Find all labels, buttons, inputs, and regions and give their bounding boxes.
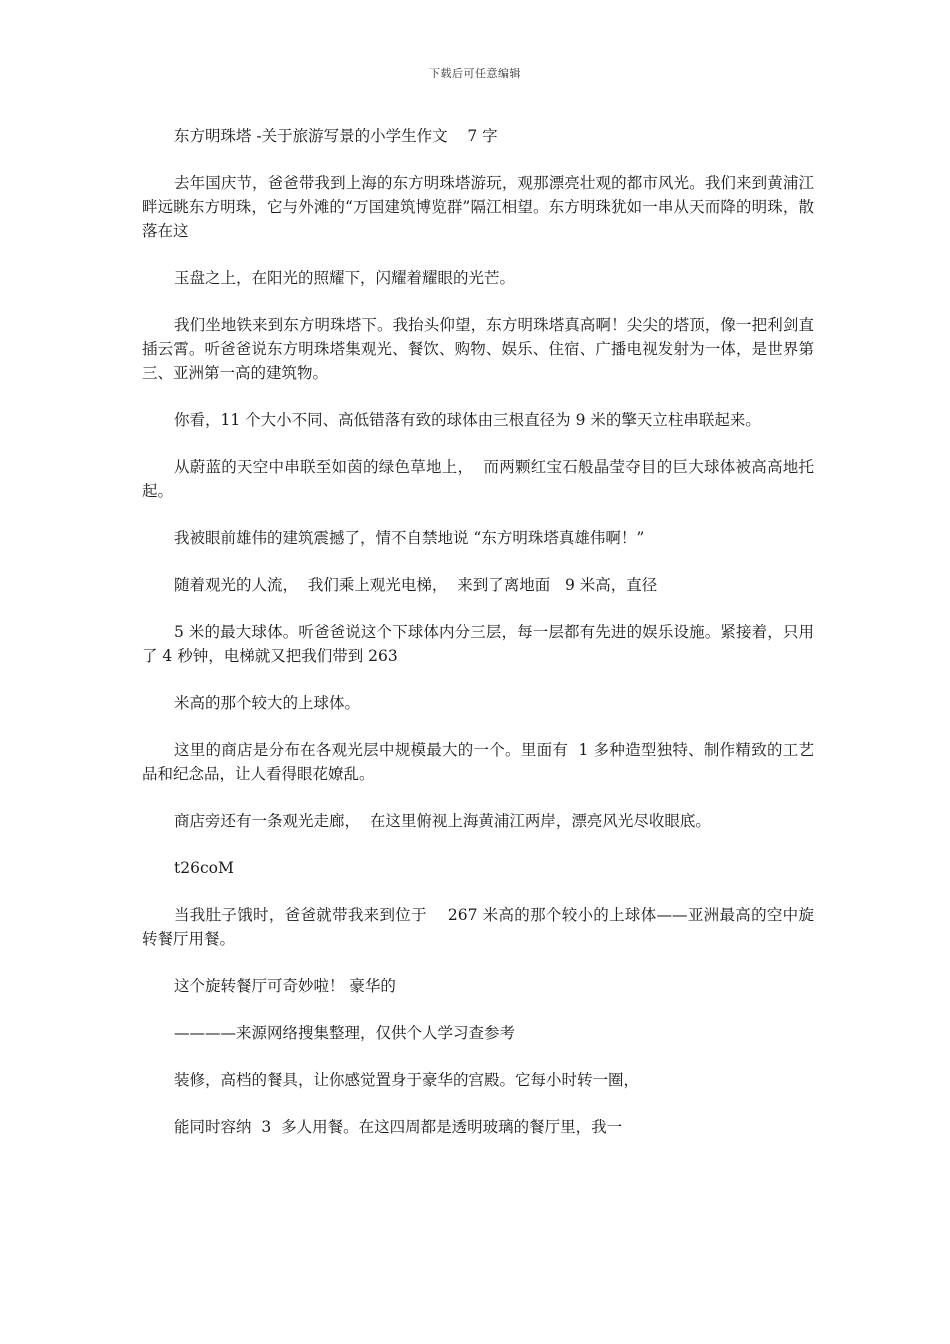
paragraph: 从蔚蓝的天空中串联至如茵的绿色草地上， 而两颗红宝石般晶莹夺目的巨大球体被高高地托起。 [142, 458, 814, 500]
paragraph: t26coM [174, 859, 234, 877]
paragraph: 商店旁还有一条观光走廊， 在这里俯视上海黄浦江两岸，漂亮风光尽收眼底。 [174, 812, 711, 830]
paragraph: 你看，11 个大小不同、高低错落有致的球体由三根直径为 9 米的擎天立柱串联起来。 [174, 411, 761, 429]
document-body [142, 124, 814, 1162]
paragraph: 这个旋转餐厅可奇妙啦！ 豪华的 [174, 977, 396, 995]
paragraph: 随着观光的人流， 我们乘上观光电梯， 来到了离地面 9 米高，直径 [174, 576, 658, 594]
source-note: ————来源网络搜集整理，仅供个人学习查参考 [174, 1024, 516, 1042]
document-title: 东方明珠塔 -关于旅游写景的小学生作文 7 字 [174, 127, 498, 145]
paragraph: 当我肚子饿时，爸爸就带我来到位于 267 米高的那个较小的上球体——亚洲最高的空中旋转餐厅用餐。 [142, 906, 814, 948]
paragraph: 能同时容纳 3 多人用餐。在这四周都是透明玻璃的餐厅里，我一 [174, 1118, 623, 1136]
paragraph: 玉盘之上，在阳光的照耀下，闪耀着耀眼的光芒。 [174, 269, 516, 287]
paragraph: 5 米的最大球体。听爸爸说这个下球体内分三层，每一层都有先进的娱乐设施。紧接着，只用了 4 秒钟，电梯就又把我们带到 263 [142, 623, 814, 665]
paragraph: 装修，高档的餐具，让你感觉置身于豪华的宫殿。它每小时转一圈， [174, 1071, 640, 1089]
paragraph: 去年国庆节，爸爸带我到上海的东方明珠塔游玩，观那漂亮壮观的都市风光。我们来到黄浦江畔远眺东方明珠，它与外滩的“万国建筑博览群”隔江相望。东方明珠犹如一串从天而降的明珠，散落在这 [142, 174, 814, 240]
paragraph: 我们坐地铁来到东方明珠塔下。我抬头仰望，东方明珠塔真高啊！尖尖的塔顶，像一把利剑直插云霄。听爸爸说东方明珠塔集观光、餐饮、购物、娱乐、住宿、广播电视发射为一体，是世界第三、亚洲第一高的建筑物。 [142, 316, 814, 382]
paragraph: 这里的商店是分布在各观光层中规模最大的一个。里面有 1 多种造型独特、制作精致的工艺品和纪念品，让人看得眼花嫽乱。 [142, 741, 814, 783]
page-header-note: 下载后可任意编辑 [429, 67, 521, 80]
paragraph: 米高的那个较大的上球体。 [174, 694, 361, 712]
paragraph: 我被眼前雄伟的建筑震撼了，情不自禁地说 “东方明珠塔真雄伟啊！” [174, 529, 645, 547]
